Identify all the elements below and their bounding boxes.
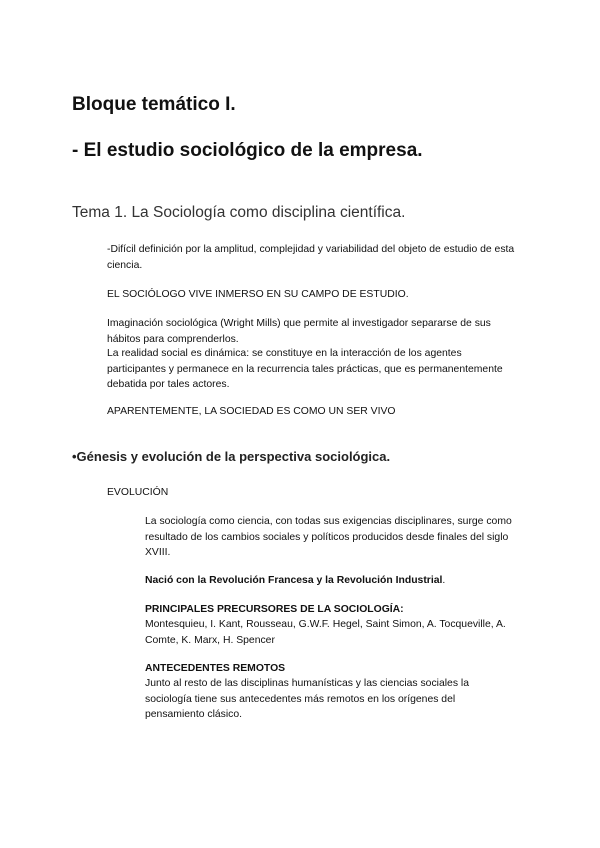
evolucion-label: EVOLUCIÓN <box>107 487 169 498</box>
nacio-text: Nació con la Revolución Francesa y la Revolución Industrial <box>145 575 443 586</box>
paragraph-nacio <box>145 573 525 589</box>
antecedentes-title: ANTECEDENTES REMOTOS <box>145 663 286 674</box>
antecedentes-text: Junto al resto de las disciplinas humanísticas y las ciencias sociales la sociología tiene sus antecedentes más remotos en los orígenes del pensamiento clásico. <box>145 678 469 720</box>
block-subtitle: - El estudio sociológico de la empresa. <box>72 140 423 161</box>
precursores-title: PRINCIPALES PRECURSORES DE LA SOCIOLOGÍA: <box>145 604 404 615</box>
paragraph-definicion: -Difícil definición por la amplitud, complejidad y variabilidad del objeto de estudio de esta ciencia. <box>107 244 515 271</box>
precursores-list: Montesquieu, I. Kant, Rousseau, G.W.F. Hegel, Saint Simon, A. Tocqueville, A. Comte, K. Marx, H. Spencer <box>145 619 506 646</box>
paragraph-realidad: La realidad social es dinámica: se constituye en la interacción de los agentes participantes y permanece en la recurrencia tales prácticas, que es permanentemente debatida por tales actores. <box>107 348 503 390</box>
paragraph-imaginacion: Imaginación sociológica (Wright Mills) que permite al investigador separarse de sus hábitos para comprenderlos. <box>107 318 491 345</box>
nacio-period: . <box>442 575 446 586</box>
genesis-heading: •Génesis y evolución de la perspectiva sociológica. <box>72 449 391 464</box>
block-title: Bloque temático I. <box>72 94 236 115</box>
paragraph-sociologo: EL SOCIÓLOGO VIVE INMERSO EN SU CAMPO DE ESTUDIO. <box>107 289 409 300</box>
paragraph-sociologia-ciencia: La sociología como ciencia, con todas sus exigencias disciplinares, surge como resultado de los cambios sociales y políticos producidos desde finales del siglo XVIII. <box>145 516 512 558</box>
paragraph-aparentemente: APARENTEMENTE, LA SOCIEDAD ES COMO UN SER VIVO <box>107 406 396 417</box>
tema-heading: Tema 1. La Sociología como disciplina científica. <box>72 204 406 221</box>
